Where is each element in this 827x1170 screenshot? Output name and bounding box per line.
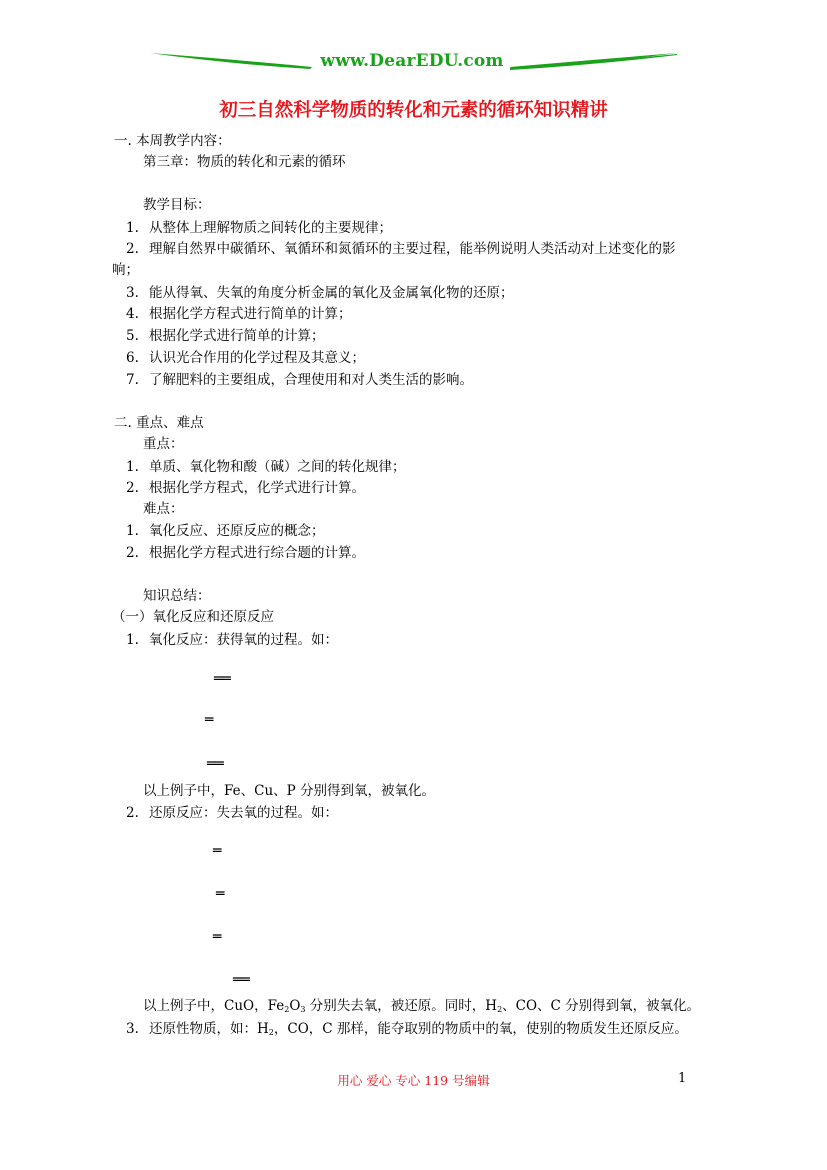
- equation-sign: ═: [216, 886, 225, 902]
- goal-num: 7.: [126, 372, 139, 388]
- section1-heading: 一. 本周教学内容：: [114, 133, 231, 149]
- equation-sign: ══: [233, 972, 250, 988]
- goal-text: 从整体上理解物质之间转化的主要规律；: [149, 220, 392, 236]
- goal-text: 理解自然界中碳循环、氧循环和氮循环的主要过程，能举例说明人类活动对上述变化的影: [149, 241, 676, 257]
- goal-text-continued: 响；: [112, 262, 139, 278]
- reduction-note-a: 以上例子中，CuO，Fe: [143, 998, 285, 1014]
- reduction-note: [143, 996, 700, 1016]
- equation-sign: ═: [213, 843, 222, 859]
- goal-num: 5.: [126, 328, 139, 344]
- goals-label: 教学目标：: [143, 197, 211, 213]
- footer-text: 用心 爱心 专心 119 号编辑: [337, 1073, 490, 1088]
- difficult-label: 难点：: [143, 501, 184, 517]
- page-title: 初三自然科学物质的转化和元素的循环知识精讲: [219, 100, 608, 121]
- goal-num: 3.: [126, 285, 139, 301]
- difficult-text: 根据化学方程式进行综合题的计算。: [149, 545, 365, 561]
- goal-text: 了解肥料的主要组成，合理使用和对人类生活的影响。: [149, 372, 473, 388]
- difficult-num: 1.: [126, 523, 139, 539]
- subscript: 2: [284, 1005, 290, 1014]
- reducing-agents: [149, 1019, 688, 1039]
- equation-sign: ═: [213, 929, 222, 945]
- chapter-line: 第三章：物质的转化和元素的循环: [143, 154, 346, 170]
- key-label: 重点：: [143, 436, 184, 452]
- reduction-definition: 还原反应：失去氧的过程。如：: [149, 805, 338, 821]
- goal-text: 认识光合作用的化学过程及其意义；: [149, 350, 365, 366]
- key-text: 单质、氧化物和酸（碱）之间的转化规律；: [149, 459, 406, 475]
- subscript: 2: [497, 1005, 503, 1014]
- equation-sign: ══: [207, 756, 224, 772]
- logo-text[interactable]: www.DearEDU.com: [320, 51, 504, 71]
- item-num: 2.: [126, 805, 139, 821]
- reducing-agents-a: 还原性物质，如：H: [149, 1021, 269, 1037]
- header-logo: [150, 48, 677, 76]
- equation-sign: ══: [214, 671, 231, 687]
- key-num: 1.: [126, 459, 139, 475]
- page-number: 1: [678, 1071, 687, 1086]
- section2-heading: 二. 重点、难点: [114, 415, 204, 431]
- item-num: 3.: [126, 1021, 139, 1037]
- item-num: 1.: [126, 632, 139, 648]
- subscript: 3: [300, 1005, 306, 1014]
- goal-num: 4.: [126, 306, 139, 322]
- summary-subheading: （一）氧化反应和还原反应: [112, 609, 274, 625]
- oxidation-note: 以上例子中，Fe、Cu、P 分别得到氧，被氧化。: [143, 783, 436, 799]
- reducing-agents-b: ，CO，C 那样，能夺取别的物质中的氧，使别的物质发生还原反应。: [273, 1021, 688, 1037]
- subscript: 2: [268, 1028, 274, 1037]
- goal-num: 6.: [126, 350, 139, 366]
- goal-text: 根据化学式进行简单的计算；: [149, 328, 325, 344]
- oxidation-definition: 氧化反应：获得氧的过程。如：: [149, 632, 338, 648]
- goal-num: 1.: [126, 220, 139, 236]
- reduction-note-b: O: [289, 998, 301, 1014]
- difficult-num: 2.: [126, 545, 139, 561]
- goal-num: 2.: [126, 241, 139, 257]
- key-text: 根据化学方程式，化学式进行计算。: [149, 480, 365, 496]
- difficult-text: 氧化反应、还原反应的概念；: [149, 523, 325, 539]
- reduction-note-d: 、CO、C 分别得到氧，被氧化。: [502, 998, 701, 1014]
- goal-text: 能从得氧、失氧的角度分析金属的氧化及金属氧化物的还原；: [149, 285, 514, 301]
- summary-label: 知识总结：: [143, 588, 211, 604]
- key-num: 2.: [126, 480, 139, 496]
- equation-sign: ═: [205, 712, 214, 728]
- reduction-note-c: 分别失去氧，被还原。同时，H: [305, 998, 498, 1014]
- goal-text: 根据化学方程式进行简单的计算；: [149, 306, 352, 322]
